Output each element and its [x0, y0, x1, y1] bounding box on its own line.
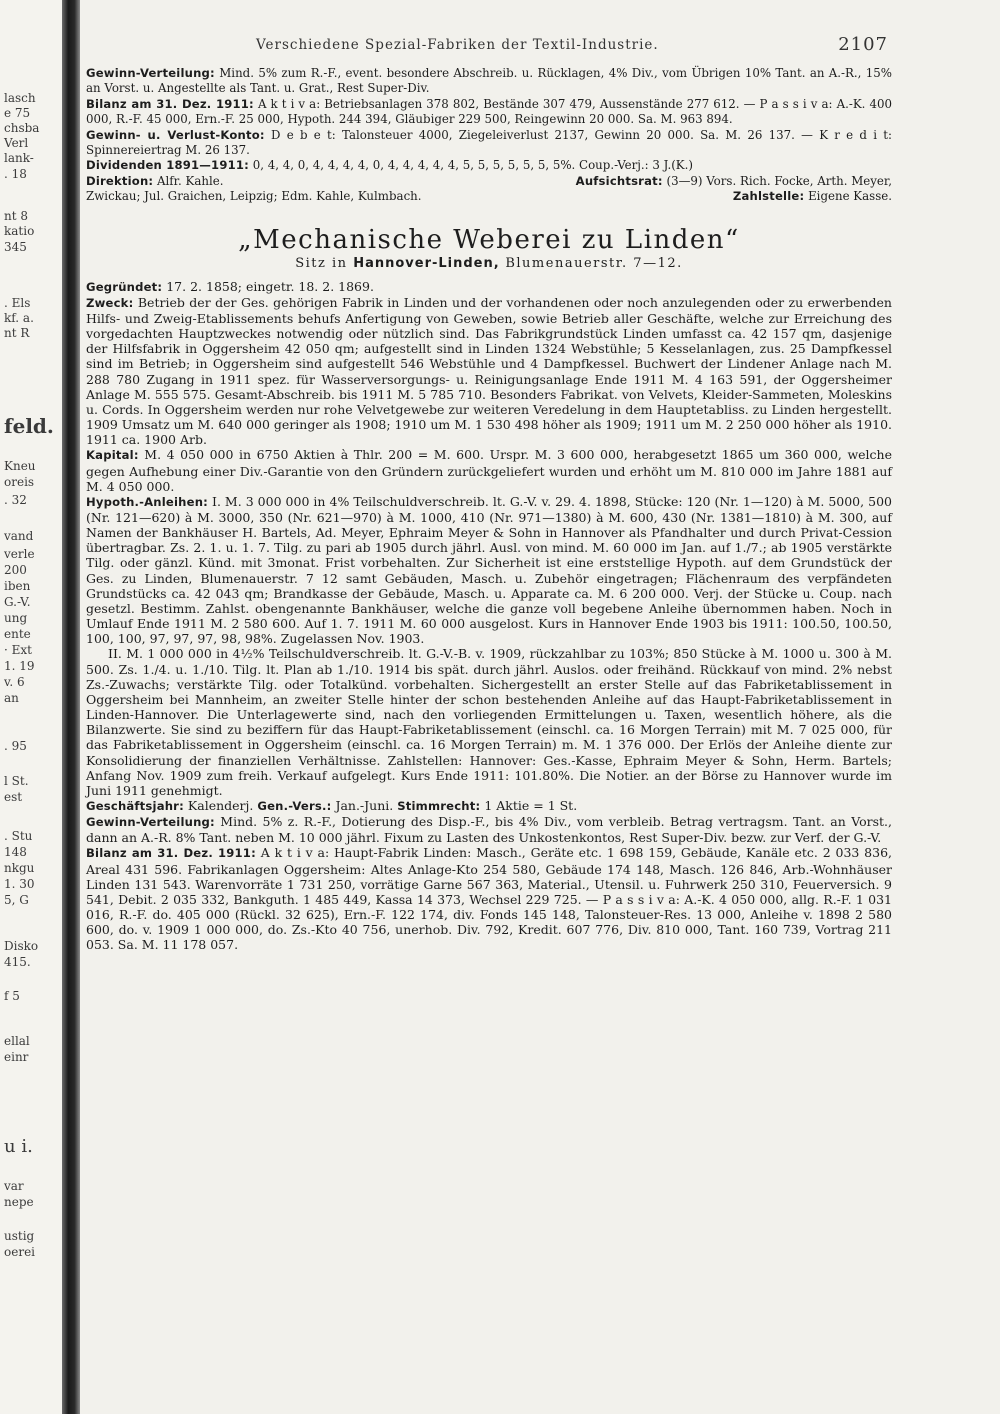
- seat-address: Blumenauerstr. 7—12.: [505, 255, 683, 271]
- adjacent-page-fragment: ung: [4, 611, 28, 625]
- adjacent-page-fragment: ustig: [4, 1229, 35, 1243]
- founded-text: 17. 2. 1858; eingetr. 18. 2. 1869.: [166, 278, 374, 294]
- adjacent-page-fragment: . Els: [4, 296, 31, 310]
- fiscal-year-label: Geschäftsjahr:: [86, 798, 184, 813]
- adjacent-page-fragment: e 75: [4, 106, 31, 120]
- adjacent-page-fragment: oreis: [4, 475, 35, 489]
- main-profit-distribution-text: Mind. 5% z. R.-F., Dotierung des Disp.-F., bis 4% Div., vom verbleib. Betrag vertragsm. Tant. an Vorst., dann an A.-R. 8% Tant. neben M. 10 000 jährl. Fixum zu Lasten des Unkostenkontos, Rest Super-Div. bezw. zur Verf. der G.-V.: [86, 814, 892, 846]
- adjacent-page-fragment: 345: [4, 240, 27, 254]
- running-head: [86, 34, 892, 58]
- direktion-label: Direktion:: [86, 173, 154, 188]
- dividends-text: 0, 4, 4, 0, 4, 4, 4, 4, 0, 4, 4, 4, 4, 4, 5, 5, 5, 5, 5, 5, 5%. Coup.-Verj.: 3 J.(K.): [252, 158, 693, 173]
- adjacent-page-fragment: feld.: [4, 414, 54, 438]
- adjacent-page-fragment: an: [4, 691, 19, 705]
- paying-agent-text: Eigene Kasse.: [808, 189, 892, 204]
- balance-label: Bilanz am 31. Dez. 1911:: [86, 96, 254, 111]
- mortgage-loan-2-text: II. M. 1 000 000 in 4½% Teilschuldverschreib. lt. G.-V.-B. v. 1909, rückzahlbar zu 103%; 850 Stücke à M. 1000 u. 300 à M. 500. Zs. 1./4. u. 1./10. Tilg. lt. Plan ab 1./10. 1914 bis spät. durch jährl. Auslos. oder freihänd. Rückkauf von mind. 2% nebst Zs.-Zuwachs; verstärkte Tilg. oder Totalkünd. vorbehalten. Sichergestellt an erster Stelle auf das Fabriketablissement in Oggersheim bei Mannheim, an zweiter Stelle hinter der schon bestehenden Anleihe auf das Haupt-Fabriketablissement in Linden-Hannover. Die Unterlagewerte sind, nach den vorliegenden Ermittelungen u. Taxen, wesentlich höhere, als die Bilanzwerte. Sie sind zu beziffern für das Haupt-Fabriketablissement (einschl. ca. 16 Morgen Terrain) mit M. 7 025 000, für das Fabriketablissement in Oggersheim (einschl. ca. 16 Morgen Terrain) m. M. 1 376 000. Der Erlös der Anleihe diente zur Konsolidierung der finanziellen Verhältnisse. Zahlstellen: Hannover: Ges.-Kasse, Ephraim Meyer & Sohn, Herm. Bartels; Anfang Nov. 1909 zum freih. Verkauf aufgelegt. Kurs Ende 1911: 101.80%. Die Notier. an der Börse zu Hannover wurde im Juni 1911 genehmigt.: [86, 646, 892, 798]
- profit-distribution-text: Mind. 5% zum R.-F., event. besondere Abschreib. u. Rücklagen, 4% Div., vom Übrigen 10% Tant. an A.-R., 15% an Vorst. u. Angestellte als Tant. u. Grat., Rest Super-Div.: [86, 66, 892, 96]
- adjacent-page-fragment: ellal: [4, 1034, 30, 1048]
- management-line: [86, 174, 892, 189]
- adjacent-page-fragment: 148: [4, 845, 27, 859]
- purpose-paragraph: [86, 295, 892, 448]
- dividends-paragraph: [86, 158, 892, 173]
- adjacent-page-fragment: nkgu: [4, 861, 35, 875]
- adjacent-page-fragment: Verl: [4, 136, 29, 150]
- main-balance-label: Bilanz am 31. Dez. 1911:: [86, 846, 256, 861]
- capital-label: Kapital:: [86, 448, 139, 463]
- main-balance-text: A k t i v a: Haupt-Fabrik Linden: Masch., Geräte etc. 1 698 159, Gebäude, Kanäle etc. 2 033 836, Areal 431 596. Fabrikanlagen Oggersheim: Altes Anlage-Kto 254 580, Gebäude 174 148, Masch. 126 846, Arb.-Wohnhäuser Linden 131 543. Warenvorräte 1 731 250, vorrätige Garne 567 363, Material., Utensil. u. Fuhrwerk 250 310, Feuerversich. 9 541, Debit. 2 035 332, Bankguth. 1 485 449, Kassa 14 373, Wechsel 229 725. — P a s s i v a: A.-K. 4 050 000, allg. R.-F. 1 031 016, R.-F. do. 405 000 (Rückl. 32 625), Ern.-F. 122 174, div. Fonds 145 148, Talonsteuer-Res. 13 000, Anleihe v. 1898 2 580 600, do. v. 1909 1 000 000, do. Zs.-Kto 40 756, unerhob. Div. 792, Kredit. 607 776, Div. 810 000, Tant. 160 739, Vortrag 211 053. Sa. M. 11 178 057.: [86, 845, 892, 953]
- adjacent-page-fragment: f 5: [4, 989, 20, 1003]
- profit-loss-paragraph: [86, 128, 892, 159]
- adjacent-page-fragment: var: [4, 1179, 24, 1193]
- adjacent-page-fragment: G.-V.: [4, 595, 31, 609]
- adjacent-page-fragment: vand: [4, 529, 34, 543]
- balance-paragraph: [86, 97, 892, 128]
- voting-right-text: 1 Aktie = 1 St.: [484, 797, 578, 813]
- adjacent-page-fragment: nt R: [4, 326, 30, 340]
- main-profit-distribution-paragraph: [86, 814, 892, 845]
- adjacent-page-fragment: . 32: [4, 493, 27, 507]
- direktion-text: Alfr. Kahle.: [157, 173, 224, 188]
- adjacent-page-fragment: u i.: [4, 1136, 33, 1157]
- capital-paragraph: [86, 447, 892, 493]
- adjacent-page-fragment: Disko: [4, 939, 39, 953]
- adjacent-page-fragment: est: [4, 790, 23, 804]
- previous-entry: [86, 66, 892, 205]
- founded-label: Gegründet:: [86, 279, 163, 294]
- adjacent-page-fragment: oerei: [4, 1245, 36, 1259]
- fiscal-year-text: Kalenderj.: [187, 797, 254, 813]
- voting-right-label: Stimmrecht:: [397, 798, 481, 813]
- adjacent-page-fragment: katio: [4, 224, 35, 238]
- profit-loss-text: D e b e t: Talonsteuer 4000, Ziegeleiverlust 2137, Gewinn 20 000. Sa. M. 26 137. — K r e d i t: Spinnereiertrag M. 26 137.: [86, 127, 893, 158]
- general-meeting-text: Jan.-Juni.: [335, 797, 394, 813]
- adjacent-page-fragment: . 95: [4, 739, 27, 753]
- adjacent-page-fragment: . 18: [4, 167, 27, 181]
- seat-city: Hannover-Linden,: [353, 255, 500, 271]
- adjacent-page-fragment: 1. 19: [4, 659, 35, 673]
- adjacent-page-edge: [0, 0, 62, 1414]
- main-balance-paragraph: [86, 845, 892, 952]
- adjacent-page-fragment: nepe: [4, 1195, 34, 1209]
- balance-text: A k t i v a: Betriebsanlagen 378 802, Bestände 307 479, Aussenstände 277 612. — P a s s i v a: A.-K. 400 000, R.-F. 45 000, Ern.-F. 25 000, Hypoth. 244 394, Gläubiger 229 500, Reingewinn 20 000. Sa. M. 963 894.: [86, 96, 892, 127]
- dividends-label: Dividenden 1891—1911:: [86, 158, 249, 173]
- adjacent-page-fragment: Kneu: [4, 459, 36, 473]
- adjacent-page-fragment: . Stu: [4, 829, 33, 843]
- adjacent-page-fragment: nt 8: [4, 209, 28, 223]
- adjacent-page-fragment: 1. 30: [4, 877, 35, 891]
- adjacent-page-fragment: chsba: [4, 121, 40, 135]
- supervisory-board-label: Aufsichtsrat:: [575, 173, 663, 188]
- mortgage-loans-paragraph-2: [86, 646, 892, 798]
- running-head-title: Verschiedene Spezial-Fabriken der Textil-Industrie.: [256, 37, 659, 53]
- purpose-label: Zweck:: [86, 295, 134, 310]
- paying-agent-label: Zahlstelle:: [732, 189, 805, 204]
- seat-prefix: Sitz in: [295, 255, 348, 271]
- adjacent-page-fragment: 200: [4, 563, 27, 577]
- adjacent-page-fragment: 415.: [4, 955, 31, 969]
- book-binding-fold: [62, 0, 80, 1414]
- mortgage-loans-paragraph-1: [86, 494, 892, 647]
- adjacent-page-fragment: · Ext: [4, 643, 32, 657]
- adjacent-page-fragment: 5, G: [4, 893, 29, 907]
- page-content: [86, 34, 892, 953]
- adjacent-page-fragment: kf. a.: [4, 311, 34, 325]
- firm-seat: [86, 256, 892, 271]
- profit-distribution-paragraph: [86, 66, 892, 97]
- supervisory-board-text: (3—9) Vors. Rich. Focke, Arth. Meyer,: [666, 173, 892, 188]
- page-number: 2107: [838, 34, 888, 55]
- capital-text: M. 4 050 000 in 6750 Aktien à Thlr. 200 = M. 600. Urspr. M. 3 600 000, herabgesetzt 1865 um 360 000, welche gegen Aufhebung einer Div.-Garantie von den Gründern zurückgeliefert wurden und erhöht um M. 810 000 im Jahre 1881 auf M. 4 050 000.: [86, 447, 892, 494]
- meeting-paragraph: [86, 798, 892, 814]
- mortgage-loans-label: Hypoth.-Anleihen:: [86, 494, 208, 509]
- purpose-text: Betrieb der der Ges. gehörigen Fabrik in Linden und der vorhandenen oder noch anzulegenden oder zu erwerbenden Hilfs- und Zweig-Etablissements behufs Anfertigung von Geweben, sowie Betrieb aller Geschäfte, welche zur Erreichung des vorgedachten Hauptzweckes notwendig oder nützlich sind. Das Fabrikgrundstück Linden umfasst ca. 42 157 qm, dasjenige der Hilfsfabrik in Oggersheim 42 050 qm; aufgestellt sind in Linden 1324 Webstühle; 5 Kesselanlagen, zus. 25 Dampfkessel sind im Betrieb; in Oggersheim sind aufgestellt 546 Webstühle und 4 Dampfkessel. Buchwert der Lindener Anlage nach M. 288 780 Zugang in 1911 spez. für Wasserversorgungs- u. Reinigungsanlage Ende 1911 M. 4 163 591, der Oggersheimer Anlage M. 555 575. Gesamt-Abschreib. bis 1911 M. 5 785 710. Besonders Fabrikat. von Velvets, Kleider-Sammeten, Moleskins u. Cords. In Oggersheim werden nur rohe Velvetgewebe zur weiteren Veredelung in dem Hauptetabliss. zu Linden hergestellt. 1909 Umsatz um M. 640 000 geringer als 1908; 1910 um M. 1 530 498 höher als 1909; 1911 um M. 2 250 000 höher als 1910. 1911 ca. 1900 Arb.: [86, 294, 892, 448]
- supervisory-board-continuation: Zwickau; Jul. Graichen, Leipzig; Edm. Kahle, Kulmbach.: [86, 189, 422, 204]
- adjacent-page-fragment: iben: [4, 579, 31, 593]
- mortgage-loan-1-text: I. M. 3 000 000 in 4% Teilschuldverschreib. lt. G.-V. v. 29. 4. 1898, Stücke: 120 (Nr. 1—120) à M. 5000, 500 (Nr. 121—620) à M. 3000, 350 (Nr. 621—970) à M. 1000, 410 (Nr. 971—1380) à M. 600, 430 (Nr. 1381—1810) à M. 300, auf Namen der Bankhäuser H. Bartels, Ad. Meyer, Ephraim Meyer & Sohn in Hannover als Pfandhalter und durch Privat-Cession übertragbar. Zs. 2. 1. u. 1. 7. Tilg. zu pari ab 1905 durch jährl. Ausl. von mind. M. 60 000 im Jan. auf 1./7.; ab 1905 verstärkte Tilg. oder gänzl. Künd. mit 3monat. Frist vorbehalten. Zur Sicherheit ist eine erststellige Hypoth. auf dem Grundstück der Ges. zu Linden, Blumenauerstr. 7 12 samt Gebäuden, Masch. u. Zubehör eingetragen; Flächenraum des verpfändeten Grundstücks ca. 42 043 qm; Brandkasse der Gebäude, Masch. u. Apparate ca. M. 6 200 000. Verj. der Stücke u. Coup. nach gesetzl. Bestimm. Zahlst. obengenannte Bankhäuser, welche die ganze voll begebene Anleihe übernommen haben. Noch in Umlauf Ende 1911 M. 2 580 600. Auf 1. 7. 1911 M. 60 000 ausgelost. Kurs in Hannover Ende 1903 bis 1911: 100.50, 100.50, 100, 100, 97, 97, 97, 98, 98%. Zugelassen Nov. 1903.: [86, 493, 892, 647]
- adjacent-page-fragment: l St.: [4, 774, 29, 788]
- adjacent-page-fragment: einr: [4, 1050, 29, 1064]
- board-continuation-line: [86, 189, 892, 204]
- general-meeting-label: Gen.-Vers.:: [257, 798, 332, 813]
- adjacent-page-fragment: v. 6: [4, 675, 25, 689]
- adjacent-page-fragment: ente: [4, 627, 31, 641]
- adjacent-page-fragment: lank-: [4, 151, 34, 165]
- firm-title: „Mechanische Weberei zu Linden“: [238, 224, 740, 255]
- adjacent-page-fragment: verle: [4, 547, 35, 561]
- main-profit-distribution-label: Gewinn-Verteilung:: [86, 815, 215, 830]
- adjacent-page-fragment: lasch: [4, 91, 36, 105]
- founded-paragraph: [86, 279, 892, 295]
- profit-loss-label: Gewinn- u. Verlust-Konto:: [86, 127, 265, 142]
- main-entry: [86, 279, 892, 953]
- profit-distribution-label: Gewinn-Verteilung:: [86, 66, 215, 80]
